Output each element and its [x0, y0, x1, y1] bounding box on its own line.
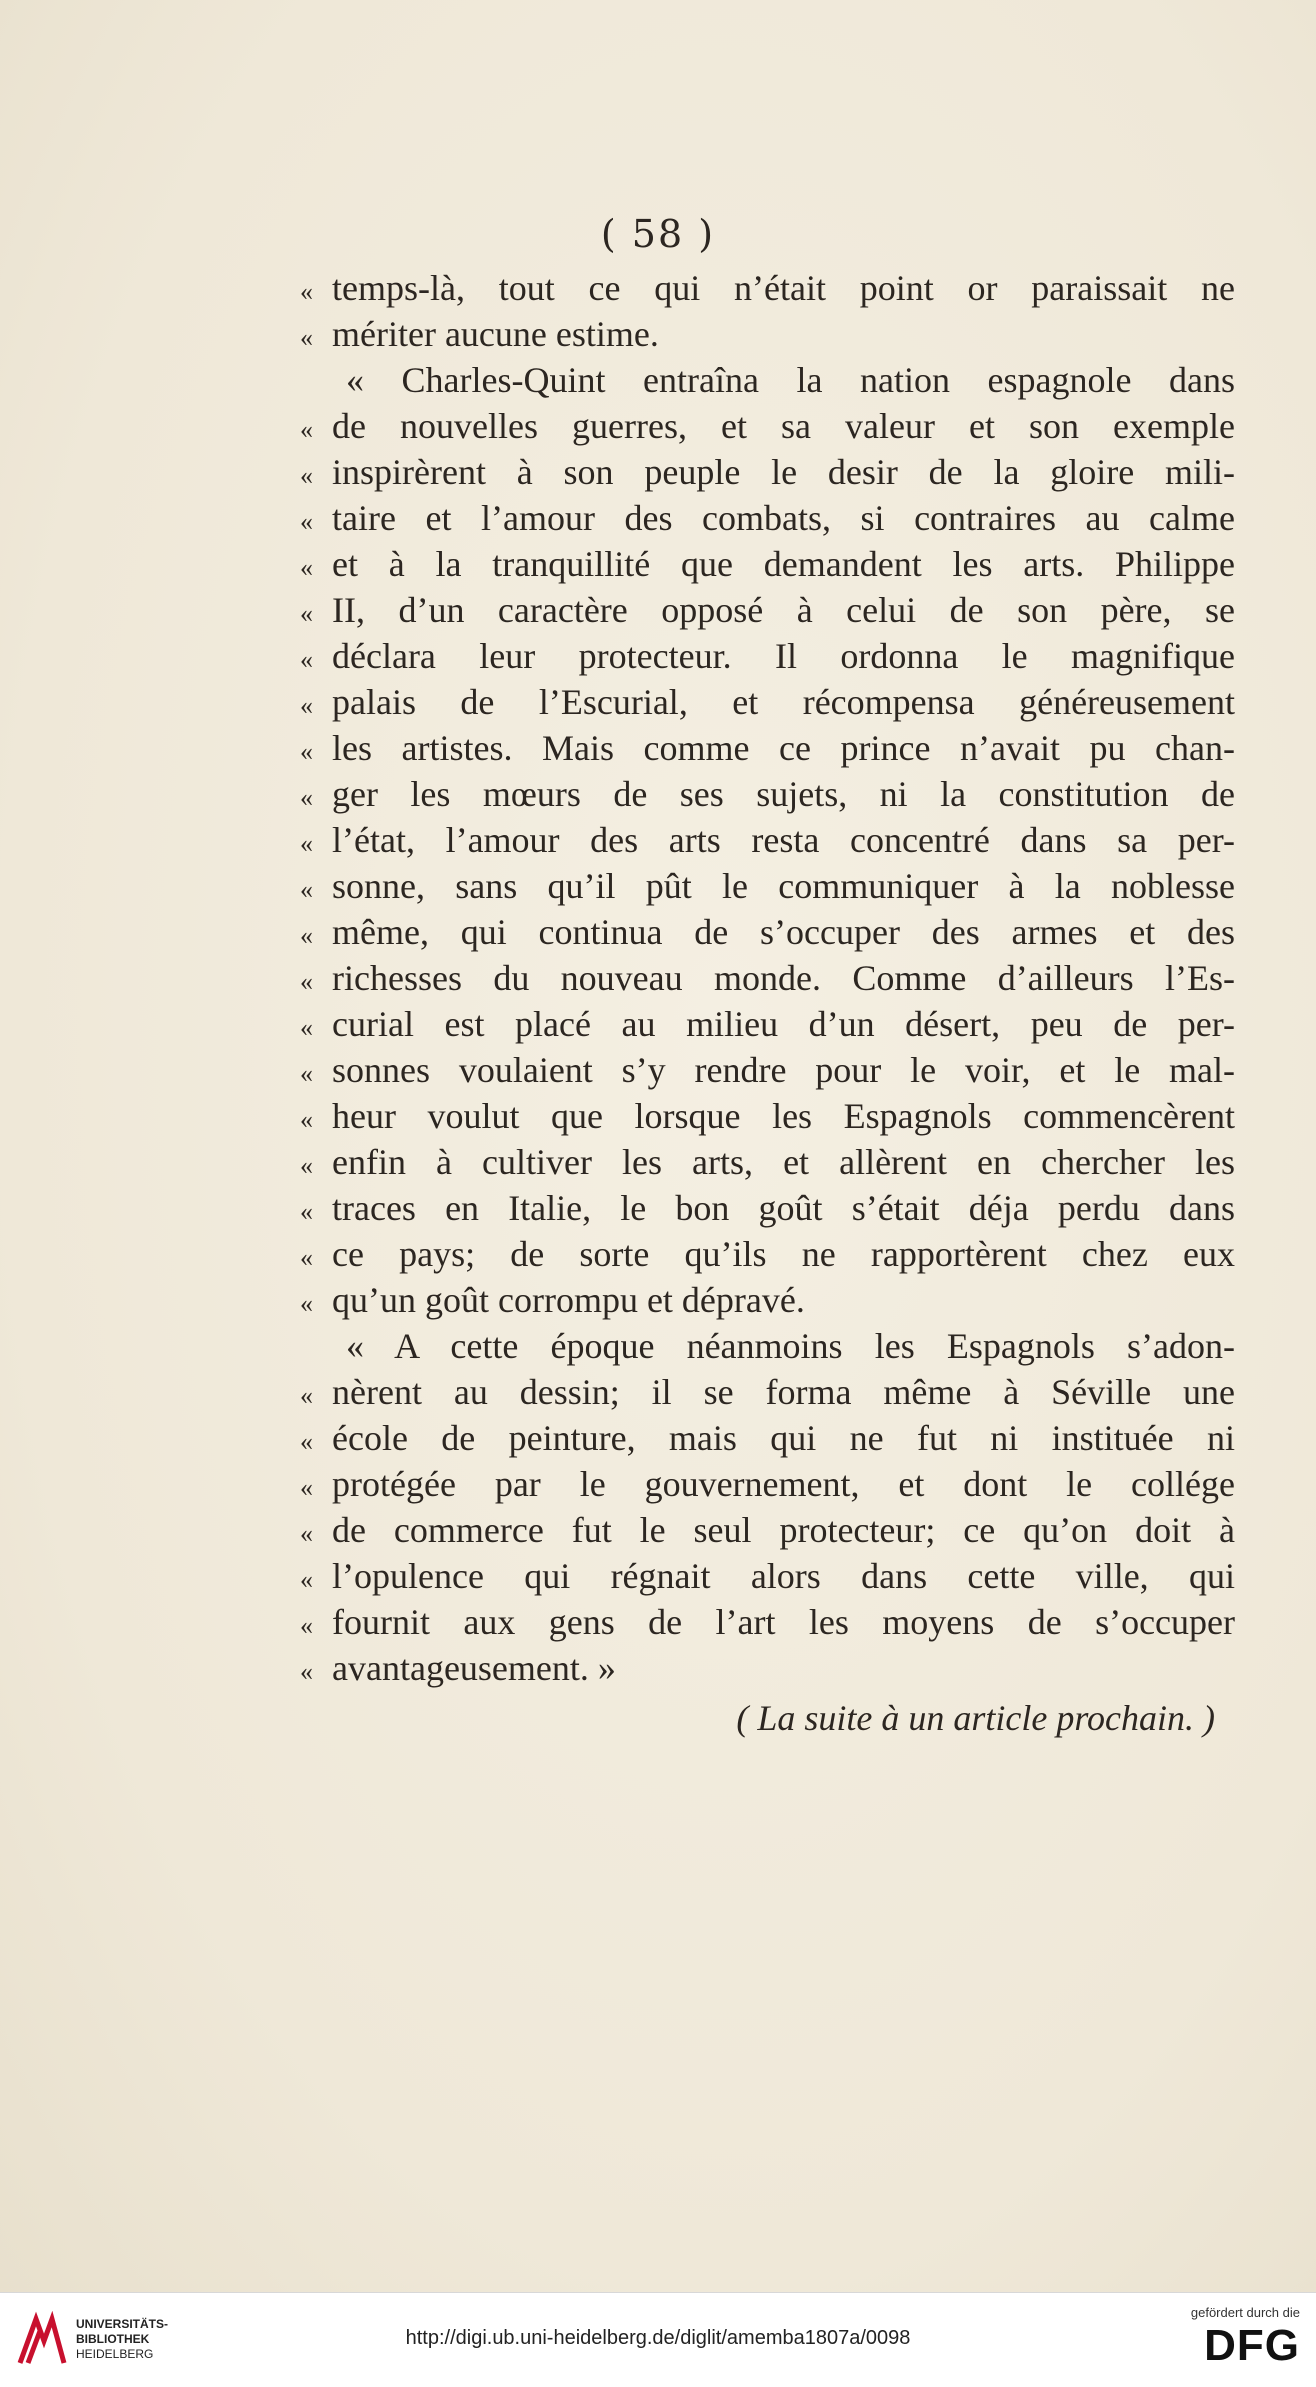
- quote-mark: «: [300, 1013, 313, 1042]
- line-text: richesses du nouveau monde. Comme d’ailleurs l’Es-: [332, 958, 1235, 998]
- line-text: heur voulut que lorsque les Espagnols commencèrent: [332, 1096, 1235, 1136]
- line-text: curial est placé au milieu d’un désert, peu de per-: [332, 1004, 1235, 1044]
- footer-bar: [0, 2292, 1316, 2387]
- quote-mark: «: [300, 1059, 313, 1088]
- quote-mark: «: [300, 599, 313, 628]
- page-number: ( 58 ): [600, 212, 716, 256]
- line-text: sonne, sans qu’il pût le communiquer à la noblesse: [332, 866, 1235, 906]
- quote-mark: «: [300, 691, 313, 720]
- funded-by-label: gefördert durch die: [1190, 2305, 1300, 2320]
- quote-mark: «: [300, 1611, 313, 1640]
- line-text: et à la tranquillité que demandent les arts. Philippe: [332, 544, 1235, 584]
- quote-mark: «: [300, 1197, 313, 1226]
- quote-mark: «: [300, 461, 313, 490]
- text-line: [300, 1369, 1235, 1415]
- line-text: les artistes. Mais comme ce prince n’avait pu chan-: [332, 728, 1235, 768]
- text-line: [300, 1185, 1235, 1231]
- line-text: taire et l’amour des combats, si contraires au calme: [332, 498, 1235, 538]
- continuation-note: ( La suite à un article prochain. ): [736, 1698, 1215, 1738]
- text-line: [300, 633, 1235, 679]
- quote-mark: «: [300, 1473, 313, 1502]
- text-line: [300, 1047, 1235, 1093]
- line-text: protégée par le gouvernement, et dont le collége: [332, 1464, 1235, 1504]
- line-text: ger les mœurs de ses sujets, ni la constitution de: [332, 774, 1235, 814]
- line-text: avantageusement. »: [332, 1648, 616, 1688]
- text-line: [300, 449, 1235, 495]
- text-line: [300, 1507, 1235, 1553]
- line-text: fournit aux gens de l’art les moyens de s’occuper: [332, 1602, 1235, 1642]
- quote-mark: «: [300, 737, 313, 766]
- line-text: traces en Italie, le bon goût s’était déja perdu dans: [332, 1188, 1235, 1228]
- line-text: « A cette époque néanmoins les Espagnols s’adon-: [346, 1326, 1235, 1366]
- line-text: II, d’un caractère opposé à celui de son père, se: [332, 590, 1235, 630]
- quote-mark: «: [300, 507, 313, 536]
- line-text: déclara leur protecteur. Il ordonna le magnifique: [332, 636, 1235, 676]
- text-line: [300, 541, 1235, 587]
- quote-mark: «: [300, 1657, 313, 1686]
- text-line: [300, 587, 1235, 633]
- line-text: inspirèrent à son peuple le desir de la gloire mili-: [332, 452, 1235, 492]
- quote-mark: «: [300, 553, 313, 582]
- quote-mark: «: [300, 1243, 313, 1272]
- quote-mark: «: [300, 323, 313, 352]
- quote-mark: «: [300, 783, 313, 812]
- line-text: palais de l’Escurial, et récompensa généreusement: [332, 682, 1235, 722]
- text-line: [300, 817, 1235, 863]
- quote-mark: «: [300, 1381, 313, 1410]
- quote-mark: «: [300, 1427, 313, 1456]
- line-text: qu’un goût corrompu et dépravé.: [332, 1280, 805, 1320]
- body-text: [300, 265, 1235, 1741]
- text-line: [300, 1231, 1235, 1277]
- line-text: de commerce fut le seul protecteur; ce qu’on doit à: [332, 1510, 1235, 1550]
- text-line: [300, 725, 1235, 771]
- text-line: [300, 357, 1235, 403]
- text-line: [300, 403, 1235, 449]
- text-line: [300, 311, 1235, 357]
- library-name: UNIVERSITÄTS- BIBLIOTHEK HEIDELBERG: [76, 2317, 169, 2361]
- line-text: mériter aucune estime.: [332, 314, 659, 354]
- text-line: [300, 679, 1235, 725]
- text-line: [300, 1599, 1235, 1645]
- line-text: temps-là, tout ce qui n’était point or paraissait ne: [332, 268, 1235, 308]
- line-text: « Charles-Quint entraîna la nation espagnole dans: [346, 360, 1235, 400]
- line-text: même, qui continua de s’occuper des armes et des: [332, 912, 1235, 952]
- line-text: l’opulence qui régnait alors dans cette ville, qui: [332, 1556, 1235, 1596]
- text-line: [300, 863, 1235, 909]
- text-line: [300, 1553, 1235, 1599]
- text-line: [300, 1645, 1235, 1691]
- text-line: [300, 771, 1235, 817]
- text-line: [300, 1277, 1235, 1323]
- quote-mark: «: [300, 1565, 313, 1594]
- dfg-logo: DFG: [1204, 2321, 1300, 2370]
- quote-mark: «: [300, 1289, 313, 1318]
- line-text: ce pays; de sorte qu’ils ne rapportèrent chez eux: [332, 1234, 1235, 1274]
- text-line: [300, 1001, 1235, 1047]
- line-text: nèrent au dessin; il se forma même à Séville une: [332, 1372, 1235, 1412]
- quote-mark: «: [300, 1105, 313, 1134]
- text-line: [300, 955, 1235, 1001]
- quote-mark: «: [300, 829, 313, 858]
- sponsor-credit: [1191, 2305, 1300, 2372]
- quote-mark: «: [300, 967, 313, 996]
- line-text: enfin à cultiver les arts, et allèrent en chercher les: [332, 1142, 1235, 1182]
- line-text: école de peinture, mais qui ne fut ni instituée ni: [332, 1418, 1235, 1458]
- quote-mark: «: [300, 1151, 313, 1180]
- quote-mark: «: [300, 921, 313, 950]
- line-text: sonnes voulaient s’y rendre pour le voir, et le mal-: [332, 1050, 1235, 1090]
- line-text: l’état, l’amour des arts resta concentré dans sa per-: [332, 820, 1235, 860]
- text-line: [300, 1323, 1235, 1369]
- text-line: [300, 265, 1235, 311]
- line-text: de nouvelles guerres, et sa valeur et son exemple: [332, 406, 1235, 446]
- text-line: [300, 1093, 1235, 1139]
- text-line: [300, 1415, 1235, 1461]
- quote-mark: «: [300, 645, 313, 674]
- text-line: [300, 495, 1235, 541]
- permalink-url[interactable]: http://digi.ub.uni-heidelberg.de/diglit/amemba1807a/0098: [405, 2327, 911, 2349]
- text-line: [300, 1139, 1235, 1185]
- quote-mark: «: [300, 1519, 313, 1548]
- text-line: [300, 909, 1235, 955]
- quote-mark: «: [300, 875, 313, 904]
- quote-mark: «: [300, 277, 313, 306]
- quote-mark: «: [300, 415, 313, 444]
- text-line: [300, 1461, 1235, 1507]
